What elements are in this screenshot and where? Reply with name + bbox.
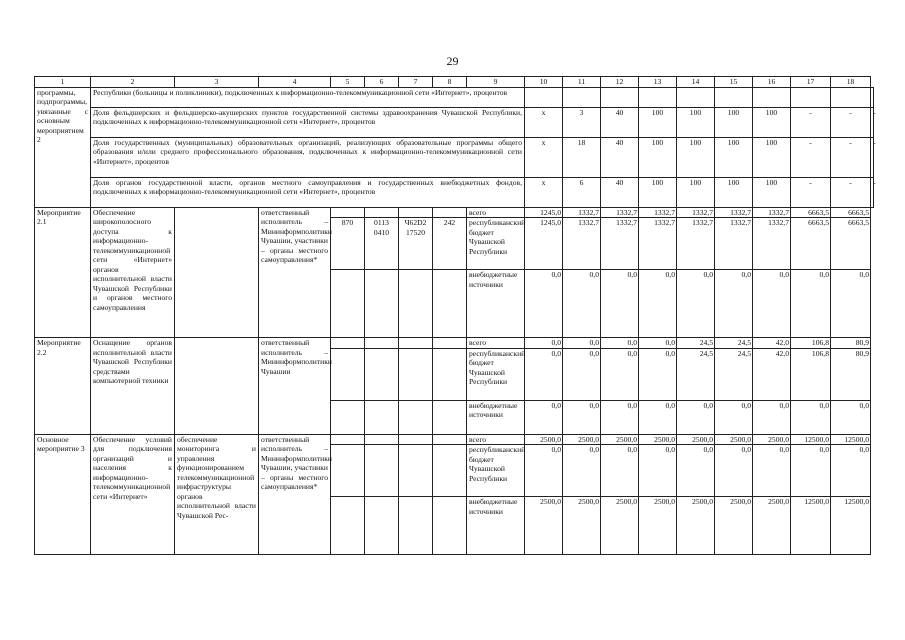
indicator-text: Республики (больницы и поликлиники), подключенных к информационно-телекоммуникационной сети «Интернет», процентов: [91, 87, 525, 107]
finance-row: [35, 207, 874, 218]
amount: 1332,7: [753, 218, 791, 270]
indicator-value: 100: [677, 137, 715, 177]
amount: 0,0: [563, 338, 601, 349]
col-number: 13: [639, 77, 677, 88]
indicators-block: [35, 87, 874, 207]
amount: 2500,0: [601, 497, 639, 555]
amount: 2500,0: [677, 497, 715, 555]
amount: 1332,7: [753, 207, 791, 218]
budget-table: [34, 76, 874, 555]
indicator-value: -: [871, 107, 874, 137]
code-cell: [433, 400, 467, 434]
expense-type-code: 242: [433, 218, 467, 270]
indicator-value: -: [871, 137, 874, 177]
amount: 0,0: [791, 400, 831, 434]
measure-task: [175, 338, 259, 435]
amount: 6663,5: [791, 218, 831, 270]
code-cell: [331, 445, 365, 497]
indicator-value: -: [831, 137, 871, 177]
measure-title: Оснащение органов исполнительной власти Чувашской Республики средствами компьютерной техники: [91, 338, 175, 435]
code-cell: [331, 497, 365, 555]
indicator-value: 100: [715, 107, 753, 137]
amount: 1332,7: [563, 218, 601, 270]
amount: 2500,0: [715, 497, 753, 555]
col-number: 12: [601, 77, 639, 88]
indicator-value: 100: [715, 137, 753, 177]
indicator-value: 100: [639, 107, 677, 137]
column-number-row: [35, 77, 874, 88]
indicator-value: [601, 87, 639, 107]
code-cell: [331, 270, 365, 338]
col-number: 5: [331, 77, 365, 88]
col-number: 17: [791, 77, 831, 88]
amount: 2500,0: [601, 434, 639, 445]
col-number: 3: [175, 77, 259, 88]
amount: 0,0: [525, 445, 563, 497]
amount: 1245,0: [525, 218, 563, 270]
indicator-row: [35, 177, 874, 207]
amount: 6663,5: [831, 218, 871, 270]
code-cell: [433, 497, 467, 555]
code-cell: [399, 338, 433, 349]
code-cell: [365, 434, 399, 445]
grbs-code: 870: [331, 218, 365, 270]
code-cell: [331, 400, 365, 434]
indicator-value: [677, 87, 715, 107]
indicator-value: 100: [753, 137, 791, 177]
amount: 0,0: [639, 338, 677, 349]
indicator-value: 100: [715, 177, 753, 207]
measure-title: Обеспечение условий для подключения организаций и населения к информационно-телекоммуникационной сети «Интернет»: [91, 434, 175, 555]
amount: 6663,5: [791, 207, 831, 218]
amount: 1332,7: [715, 218, 753, 270]
amount: 2500,0: [753, 497, 791, 555]
measure-task: [175, 207, 259, 338]
amount: 0,0: [639, 348, 677, 400]
amount: 1332,7: [601, 218, 639, 270]
indicator-value: -: [871, 177, 874, 207]
code-cell: [399, 445, 433, 497]
amount: 2500,0: [715, 434, 753, 445]
amount: 1332,7: [677, 207, 715, 218]
code-cell: [331, 434, 365, 445]
col-number: 1: [35, 77, 91, 88]
funding-source: всего: [467, 207, 525, 218]
amount: 12500,0: [791, 434, 831, 445]
finance-row: [35, 434, 874, 445]
col-number: 7: [399, 77, 433, 88]
indicator-value: [563, 87, 601, 107]
amount: 0,0: [563, 445, 601, 497]
code-cell: [433, 445, 467, 497]
amount: 0,0: [639, 400, 677, 434]
code-cell: [365, 270, 399, 338]
amount: 0,0: [601, 400, 639, 434]
amount: 24,5: [715, 348, 753, 400]
indicator-x: [525, 87, 563, 107]
funding-source: всего: [467, 338, 525, 349]
amount: 80,9: [831, 348, 871, 400]
amount: 24,5: [715, 338, 753, 349]
indicator-value: 100: [639, 137, 677, 177]
amount: 0,0: [831, 445, 871, 497]
col-number: 15: [715, 77, 753, 88]
code-cell: [433, 270, 467, 338]
indicator-x: x: [525, 107, 563, 137]
amount: 0,0: [639, 445, 677, 497]
indicator-value: [715, 87, 753, 107]
indicator-value: 40: [601, 177, 639, 207]
code-cell: [365, 348, 399, 400]
amount: 0,0: [831, 400, 871, 434]
amount: 0,0: [563, 400, 601, 434]
code-cell: [399, 400, 433, 434]
amount: 0,0: [525, 270, 563, 338]
amount: 0,0: [831, 270, 871, 338]
amount: 0,0: [715, 270, 753, 338]
amount: 106,8: [791, 338, 831, 349]
code-cell: [365, 207, 399, 218]
code-cell: [399, 434, 433, 445]
col-number: 8: [433, 77, 467, 88]
code-cell: [331, 338, 365, 349]
measure-title: Обеспечение широкополосного доступа к информационно-телекоммуникационной сети «Интернет» органов исполнительной власти Чувашской Республики и органов местного самоуправления: [91, 207, 175, 338]
amount: 106,8: [791, 348, 831, 400]
amount: 0,0: [525, 338, 563, 349]
indicator-row: [35, 137, 874, 177]
amount: 0,0: [677, 400, 715, 434]
amount: 24,5: [677, 338, 715, 349]
amount: 0,0: [677, 445, 715, 497]
amount: 0,0: [753, 270, 791, 338]
funding-source: внебюджетные источники: [467, 400, 525, 434]
code-cell: [331, 207, 365, 218]
indicator-value: -: [791, 177, 831, 207]
amount: 0,0: [791, 270, 831, 338]
amount: 0,0: [791, 445, 831, 497]
indicator-text: Доля фельдшерских и фельдшерско-акушерских пунктов государственной системы здравоохранения Чувашской Республики, подключенных к информационно-телекоммуникационной сети «Интернет», процентов: [91, 107, 525, 137]
indicator-value: [753, 87, 791, 107]
program-label: программы, подпрограммы, увязанные с основным мероприятием 2: [35, 87, 91, 207]
col-number: 11: [563, 77, 601, 88]
amount: 2500,0: [677, 434, 715, 445]
amount: 12500,0: [791, 497, 831, 555]
amount: 0,0: [601, 270, 639, 338]
amount: 0,0: [639, 270, 677, 338]
amount: 2500,0: [525, 434, 563, 445]
col-number: 16: [753, 77, 791, 88]
amount: 0,0: [677, 270, 715, 338]
funding-source: внебюджетные источники: [467, 270, 525, 338]
measure-task: обеспечение мониторинга и управления функционированием телекоммуникационной инфраструктуры органов исполнительной власти Чувашской Рес-: [175, 434, 259, 555]
code-cell: [365, 497, 399, 555]
col-number: 18: [831, 77, 871, 88]
measure-2-1: [35, 207, 874, 338]
responsible-executor: ответственный исполнитель – Мининформполитики Чувашии: [259, 338, 331, 435]
indicator-value: 100: [677, 107, 715, 137]
indicator-value: [791, 87, 831, 107]
amount: 0,0: [525, 400, 563, 434]
code-cell: [365, 445, 399, 497]
amount: 2500,0: [753, 434, 791, 445]
amount: 6663,5: [831, 207, 871, 218]
indicator-value: [639, 87, 677, 107]
code-cell: [433, 207, 467, 218]
amount: 1332,7: [639, 218, 677, 270]
col-number: 6: [365, 77, 399, 88]
amount: 2500,0: [525, 497, 563, 555]
indicator-x: x: [525, 137, 563, 177]
page-number: 29: [446, 54, 459, 68]
funding-source: республиканский бюджет Чувашской Республики: [467, 445, 525, 497]
amount: 42,0: [753, 348, 791, 400]
amount: 2500,0: [563, 434, 601, 445]
code-cell: [399, 270, 433, 338]
amount: 0,0: [525, 348, 563, 400]
col-number: 9: [467, 77, 525, 88]
indicator-value: -: [831, 177, 871, 207]
amount: 0,0: [715, 445, 753, 497]
code-cell: [399, 348, 433, 400]
indicator-text: Доля органов государственной власти, органов местного самоуправления и государственных внебюджетных фондов, подключенных к информационно-телекоммуникационной сети «Интернет», процентов: [91, 177, 525, 207]
amount: 0,0: [753, 445, 791, 497]
measure-label: Мероприятие 2.2: [35, 338, 91, 435]
indicator-value: 100: [639, 177, 677, 207]
measure-2-2: [35, 338, 874, 435]
amount: 12500,0: [831, 497, 871, 555]
amount: 80,9: [831, 338, 871, 349]
indicator-row: [35, 107, 874, 137]
amount: 1332,7: [677, 218, 715, 270]
measure-label: Мероприятие 2.1: [35, 207, 91, 338]
finance-row: [35, 338, 874, 349]
amount: 2500,0: [639, 434, 677, 445]
indicator-row: [35, 87, 874, 107]
indicator-value: 100: [753, 107, 791, 137]
amount: 12500,0: [831, 434, 871, 445]
amount: 0,0: [563, 348, 601, 400]
code-cell: [399, 207, 433, 218]
main-measure-3: [35, 434, 874, 555]
target-code: Ч62D2 17520: [399, 218, 433, 270]
indicator-value: 6: [563, 177, 601, 207]
indicator-value: 40: [601, 137, 639, 177]
funding-source: республиканский бюджет Чувашской Республики: [467, 218, 525, 270]
amount: 2500,0: [563, 497, 601, 555]
code-cell: [433, 348, 467, 400]
amount: 0,0: [601, 338, 639, 349]
indicator-value: [871, 87, 874, 107]
section-code: 0113 0410: [365, 218, 399, 270]
indicator-value: -: [791, 107, 831, 137]
indicator-x: x: [525, 177, 563, 207]
amount: 0,0: [753, 400, 791, 434]
amount: 1332,7: [639, 207, 677, 218]
code-cell: [365, 338, 399, 349]
indicator-value: 100: [753, 177, 791, 207]
amount: 1245,0: [525, 207, 563, 218]
indicator-value: [831, 87, 871, 107]
code-cell: [433, 338, 467, 349]
amount: 1332,7: [715, 207, 753, 218]
col-number: 14: [677, 77, 715, 88]
amount: 1332,7: [601, 207, 639, 218]
col-number: 4: [259, 77, 331, 88]
indicator-value: 18: [563, 137, 601, 177]
funding-source: республиканский бюджет Чувашской Республики: [467, 348, 525, 400]
code-cell: [331, 348, 365, 400]
amount: 2500,0: [639, 497, 677, 555]
indicator-text: Доля государственных (муниципальных) образовательных организаций, реализующих образовательные программы общего образования и/или среднего профессионального образования, подключенных к информационно-телекоммуникационной сети «Интернет», процентов: [91, 137, 525, 177]
amount: 24,5: [677, 348, 715, 400]
responsible-executor: ответственный исполнитель – Мининформполитики Чувашии, участники – органы местного самоуправления*: [259, 207, 331, 338]
amount: 1332,7: [563, 207, 601, 218]
code-cell: [399, 497, 433, 555]
col-number: 2: [91, 77, 175, 88]
col-number: 10: [525, 77, 563, 88]
amount: 0,0: [601, 348, 639, 400]
code-cell: [433, 434, 467, 445]
measure-label: Основное мероприятие 3: [35, 434, 91, 555]
amount: 0,0: [601, 445, 639, 497]
indicator-value: 40: [601, 107, 639, 137]
indicator-value: 100: [677, 177, 715, 207]
responsible-executor: ответственный исполнитель – Мининформполитики Чувашии, участники – органы местного самоуправления*: [259, 434, 331, 555]
funding-source: всего: [467, 434, 525, 445]
amount: 0,0: [563, 270, 601, 338]
indicator-value: 3: [563, 107, 601, 137]
amount: 42,0: [753, 338, 791, 349]
indicator-value: -: [831, 107, 871, 137]
indicator-value: -: [791, 137, 831, 177]
funding-source: внебюджетные источники: [467, 497, 525, 555]
code-cell: [365, 400, 399, 434]
amount: 0,0: [715, 400, 753, 434]
